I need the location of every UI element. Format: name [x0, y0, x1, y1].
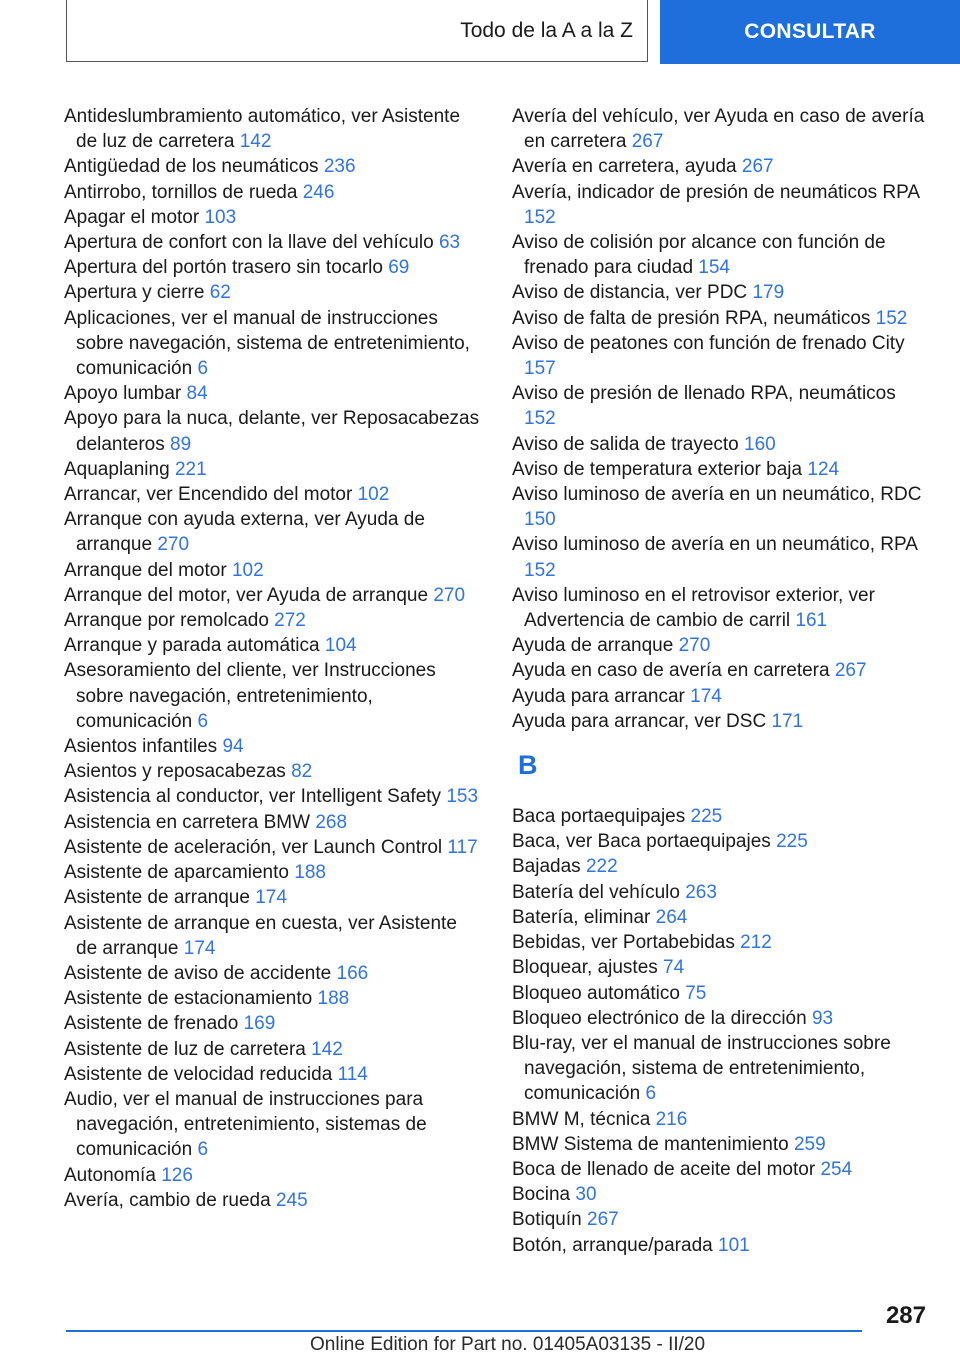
- entry-text: Audio, ver el manual de instrucciones para navegación, entretenimiento, sistemas de comunicación: [64, 1088, 427, 1161]
- page-link[interactable]: 188: [317, 988, 350, 1010]
- entry-text: Apertura y cierre: [64, 282, 205, 304]
- page-link[interactable]: 152: [524, 559, 556, 581]
- entry-text: BMW M, técnica: [512, 1108, 651, 1130]
- entry-text: Botón, arranque/parada: [512, 1234, 713, 1256]
- index-entry: [512, 180, 928, 230]
- page-link[interactable]: 179: [752, 282, 785, 304]
- page-link[interactable]: 102: [357, 484, 390, 506]
- entry-text: Asistente de estacionamiento: [64, 988, 313, 1010]
- entry-text: Boca de llenado de aceite del motor: [512, 1158, 816, 1180]
- header-tabs: [66, 0, 960, 64]
- index-entry: [64, 835, 480, 860]
- index-entry: [64, 1011, 480, 1036]
- page-link[interactable]: 267: [834, 660, 867, 682]
- entry-text: Bajadas: [512, 856, 581, 878]
- page-link[interactable]: 169: [243, 1013, 276, 1035]
- entry-text: Arrancar, ver Encendido del motor: [64, 484, 353, 506]
- entry-text: Avería, indicador de presión de neumáticos RPA: [512, 181, 919, 203]
- index-entry: [64, 406, 480, 456]
- index-entry: [512, 955, 928, 980]
- page-link[interactable]: 236: [323, 156, 356, 178]
- page-link[interactable]: 124: [807, 458, 840, 480]
- entry-text: Avería, cambio de rueda: [64, 1189, 271, 1211]
- page-link[interactable]: 268: [315, 811, 348, 833]
- page-link[interactable]: 101: [718, 1234, 750, 1256]
- index-entry: [64, 306, 480, 382]
- index-column-right: [512, 104, 928, 1258]
- index-entry: [64, 255, 480, 280]
- index-entry: [64, 860, 480, 885]
- index-entry: [64, 482, 480, 507]
- tab-index-a-z[interactable]: Todo de la A a la Z: [66, 0, 648, 62]
- index-entry: [512, 381, 928, 431]
- entry-text: Asistente de aviso de accidente: [64, 962, 332, 984]
- page-link[interactable]: 222: [585, 856, 618, 878]
- page-link[interactable]: 142: [239, 131, 272, 153]
- page-link[interactable]: 272: [274, 610, 306, 632]
- entry-text: Ayuda para arrancar, ver DSC: [512, 710, 767, 732]
- index-entry: [512, 684, 928, 709]
- entry-text: Bebidas, ver Portabebidas: [512, 932, 735, 954]
- entry-text: Asientos infantiles: [64, 736, 218, 758]
- page-link[interactable]: 157: [524, 358, 556, 380]
- entry-text: Aviso de distancia, ver PDC: [512, 282, 748, 304]
- index-entry: [64, 457, 480, 482]
- index-entry: [64, 558, 480, 583]
- page-link[interactable]: 126: [161, 1164, 193, 1186]
- entry-text: Asientos y reposacabezas: [64, 761, 286, 783]
- index-entry: [512, 154, 928, 179]
- index-entry: [512, 1207, 928, 1232]
- index-entry: [512, 1107, 928, 1132]
- section-letter: B: [518, 750, 538, 781]
- page-link[interactable]: 62: [209, 282, 231, 304]
- index-entry: [64, 507, 480, 557]
- index-entry: [64, 280, 480, 305]
- entry-text: Aviso luminoso de avería en un neumático, RPA: [512, 534, 917, 556]
- entry-text: Batería, eliminar: [512, 906, 651, 928]
- index-entry: [64, 911, 480, 961]
- entry-text: Asesoramiento del cliente, ver Instrucciones sobre navegación, entretenimiento, comunicación: [64, 660, 436, 732]
- index-entry: [64, 381, 480, 406]
- entry-text: Antirrobo, tornillos de rueda: [64, 181, 298, 203]
- index-entry: [512, 482, 928, 532]
- page-link[interactable]: 212: [740, 932, 772, 954]
- page-link[interactable]: 254: [820, 1158, 853, 1180]
- page-link[interactable]: 263: [685, 881, 717, 903]
- page-link[interactable]: 104: [324, 635, 357, 657]
- index-entry: [512, 280, 928, 305]
- index-entry: [512, 1031, 928, 1107]
- page-link[interactable]: 63: [438, 232, 461, 254]
- page-link[interactable]: 74: [663, 957, 685, 979]
- entry-text: Asistente de velocidad reducida: [64, 1063, 333, 1085]
- entry-text: Baca portaequipajes: [512, 806, 686, 828]
- index-entry: [512, 658, 928, 683]
- index-entry: [512, 1182, 928, 1207]
- entry-text: Baca, ver Baca portaequipajes: [512, 831, 771, 853]
- entry-text: Arranque por remolcado: [64, 610, 269, 632]
- page-link[interactable]: 6: [197, 358, 209, 380]
- footer-edition-text: Online Edition for Part no. 01405A03135 - II/20: [310, 1334, 706, 1355]
- index-entry: [512, 583, 928, 633]
- entry-list-right-b: [512, 804, 928, 1258]
- index-entry: [512, 457, 928, 482]
- index-entry: [512, 306, 928, 331]
- entry-text: Bloquear, ajustes: [512, 957, 658, 979]
- entry-text: Asistente de aceleración, ver Launch Control: [64, 836, 443, 858]
- index-entry: [512, 633, 928, 658]
- index-entry: [64, 658, 480, 734]
- index-entry: [64, 885, 480, 910]
- page-link[interactable]: 188: [294, 862, 326, 884]
- index-entry: [512, 930, 928, 955]
- entry-text: Arranque del motor, ver Ayuda de arranque: [64, 584, 429, 606]
- index-entry: [512, 1157, 928, 1182]
- entry-text: Arranque y parada automática: [64, 635, 320, 657]
- page-link[interactable]: 84: [186, 383, 208, 405]
- index-entry: [64, 1062, 480, 1087]
- page-link[interactable]: 225: [776, 831, 808, 853]
- entry-text: Blu-ray, ver el manual de instrucciones sobre navegación, sistema de entretenimiento, comunicación: [512, 1032, 891, 1105]
- entry-text: Arranque con ayuda externa, ver Ayuda de arranque: [64, 509, 425, 556]
- entry-text: Ayuda para arrancar: [512, 685, 685, 707]
- entry-list-right-a: [512, 104, 928, 734]
- page-link[interactable]: 246: [302, 181, 335, 203]
- entry-text: Autonomía: [64, 1164, 156, 1186]
- index-entry: [64, 810, 480, 835]
- entry-text: Asistente de arranque: [64, 887, 250, 909]
- page-link[interactable]: 225: [690, 806, 723, 828]
- index-entry: [512, 432, 928, 457]
- page-link[interactable]: 267: [741, 156, 774, 178]
- index-entry: [64, 205, 480, 230]
- entry-text: Asistencia en carretera BMW: [64, 811, 311, 833]
- entry-text: Botiquín: [512, 1209, 582, 1231]
- entry-text: Asistente de aparcamiento: [64, 862, 289, 884]
- entry-text: Aviso luminoso de avería en un neumático, RDC: [512, 484, 922, 506]
- page-link[interactable]: 171: [771, 710, 804, 732]
- entry-text: Apertura del portón trasero sin tocarlo: [64, 257, 383, 279]
- page-link[interactable]: 117: [447, 836, 478, 858]
- index-entry: [512, 104, 928, 154]
- page-link[interactable]: 102: [231, 559, 264, 581]
- index-entry: [512, 829, 928, 854]
- index-entry: [64, 1188, 480, 1213]
- index-entry: [512, 1006, 928, 1031]
- index-entry: [512, 532, 928, 582]
- page-link[interactable]: 152: [875, 307, 908, 329]
- page-link[interactable]: 150: [524, 509, 556, 531]
- page-link[interactable]: 6: [197, 1139, 209, 1161]
- page-link[interactable]: 154: [698, 257, 730, 279]
- entry-text: Aplicaciones, ver el manual de instrucciones sobre navegación, sistema de entretenimiento, comunicación: [64, 307, 470, 380]
- entry-text: Batería del vehículo: [512, 881, 680, 903]
- entry-text: Aviso de colisión por alcance con función de frenado para ciudad: [512, 232, 886, 279]
- entry-text: Antigüedad de los neumáticos: [64, 156, 319, 178]
- index-entry: [64, 180, 480, 205]
- index-entry: [64, 608, 480, 633]
- page-link[interactable]: 152: [524, 206, 556, 228]
- page-link[interactable]: 152: [524, 408, 556, 430]
- entry-text: Aviso de falta de presión RPA, neumáticos: [512, 307, 871, 329]
- entry-text: Apertura de confort con la llave del vehículo: [64, 232, 434, 254]
- entry-text: Ayuda en caso de avería en carretera: [512, 660, 830, 682]
- entry-text: Asistente de luz de carretera: [64, 1038, 306, 1060]
- page-link[interactable]: 82: [291, 761, 313, 783]
- page-link[interactable]: 267: [631, 131, 664, 153]
- page-link[interactable]: 89: [170, 433, 192, 455]
- entry-text: Bloqueo electrónico de la dirección: [512, 1007, 807, 1029]
- index-entry: [512, 854, 928, 879]
- entry-text: Aviso de peatones con función de frenado City: [512, 332, 905, 354]
- page-link[interactable]: 259: [793, 1133, 826, 1155]
- page-link[interactable]: 94: [222, 736, 244, 758]
- page-link[interactable]: 245: [275, 1189, 308, 1211]
- entry-text: Bocina: [512, 1184, 571, 1206]
- entry-text: Asistente de frenado: [64, 1013, 239, 1035]
- index-entry: [512, 905, 928, 930]
- entry-text: Aviso de temperatura exterior baja: [512, 458, 803, 480]
- index-entry: [64, 784, 480, 809]
- index-entry: [64, 734, 480, 759]
- entry-text: Avería del vehículo, ver Ayuda en caso de avería en carretera: [512, 106, 925, 153]
- entry-text: Ayuda de arranque: [512, 635, 674, 657]
- page-link[interactable]: 270: [678, 635, 711, 657]
- index-entry: [64, 633, 480, 658]
- index-entry: [512, 230, 928, 280]
- entry-text: Aviso de presión de llenado RPA, neumáticos: [512, 383, 896, 405]
- entry-text: Aviso luminoso en el retrovisor exterior, ver Advertencia de cambio de carril: [512, 584, 875, 632]
- page-link[interactable]: 75: [685, 982, 707, 1004]
- page-link[interactable]: 160: [744, 433, 776, 455]
- entry-list-left: [64, 104, 480, 1213]
- entry-text: Apoyo para la nuca, delante, ver Reposacabezas delanteros: [64, 408, 480, 455]
- page-link[interactable]: 174: [255, 887, 287, 909]
- page-link[interactable]: 153: [446, 786, 479, 808]
- page-link[interactable]: 6: [645, 1083, 657, 1105]
- tab-consultar[interactable]: CONSULTAR: [660, 0, 960, 64]
- page-link[interactable]: 174: [183, 937, 216, 959]
- page-link[interactable]: 142: [311, 1038, 343, 1060]
- page-number: 287: [885, 1302, 926, 1329]
- page-link[interactable]: 103: [204, 206, 237, 228]
- page-link[interactable]: 6: [197, 710, 209, 732]
- index-entry: [512, 981, 928, 1006]
- index-entry: [64, 759, 480, 784]
- footer-rule: [66, 1330, 862, 1332]
- page-link[interactable]: 216: [655, 1108, 688, 1130]
- entry-text: Aviso de salida de trayecto: [512, 433, 739, 455]
- page-link[interactable]: 166: [336, 962, 369, 984]
- index-entry: [64, 154, 480, 179]
- index-entry: [64, 1037, 480, 1062]
- entry-text: Asistente de arranque en cuesta, ver Asistente de arranque: [64, 912, 457, 959]
- index-entry: [512, 804, 928, 829]
- index-entry: [64, 961, 480, 986]
- entry-text: Antideslumbramiento automático, ver Asistente de luz de carretera: [64, 106, 461, 153]
- index-entry: [512, 331, 928, 381]
- page-link[interactable]: 270: [433, 584, 466, 606]
- entry-text: Asistencia al conductor, ver Intelligent Safety: [64, 786, 442, 808]
- index-entry: [64, 1087, 480, 1163]
- entry-text: Apagar el motor: [64, 206, 200, 228]
- index-column-left: [64, 104, 480, 1213]
- index-entry: [64, 986, 480, 1011]
- entry-text: Bloqueo automático: [512, 982, 680, 1004]
- page-link[interactable]: 161: [795, 610, 828, 632]
- page-link[interactable]: 174: [690, 685, 722, 707]
- index-entry: [64, 230, 480, 255]
- page-link[interactable]: 114: [337, 1063, 368, 1085]
- page-link[interactable]: 264: [655, 906, 688, 928]
- index-entry: [512, 709, 928, 734]
- page-link[interactable]: 30: [575, 1184, 597, 1206]
- page-link[interactable]: 69: [388, 257, 410, 279]
- page-link[interactable]: 221: [174, 458, 207, 480]
- entry-text: BMW Sistema de mantenimiento: [512, 1133, 789, 1155]
- index-entry: [64, 1163, 480, 1188]
- index-entry: [512, 1233, 928, 1258]
- entry-text: Arranque del motor: [64, 559, 227, 581]
- entry-text: Aquaplaning: [64, 458, 170, 480]
- index-entry: [512, 880, 928, 905]
- page-link[interactable]: 270: [157, 534, 190, 556]
- index-entry: [64, 104, 480, 154]
- page-link[interactable]: 267: [587, 1209, 619, 1231]
- page-link[interactable]: 93: [811, 1007, 834, 1029]
- entry-text: Apoyo lumbar: [64, 383, 182, 405]
- index-entry: [64, 583, 480, 608]
- index-entry: [512, 1132, 928, 1157]
- entry-text: Avería en carretera, ayuda: [512, 156, 737, 178]
